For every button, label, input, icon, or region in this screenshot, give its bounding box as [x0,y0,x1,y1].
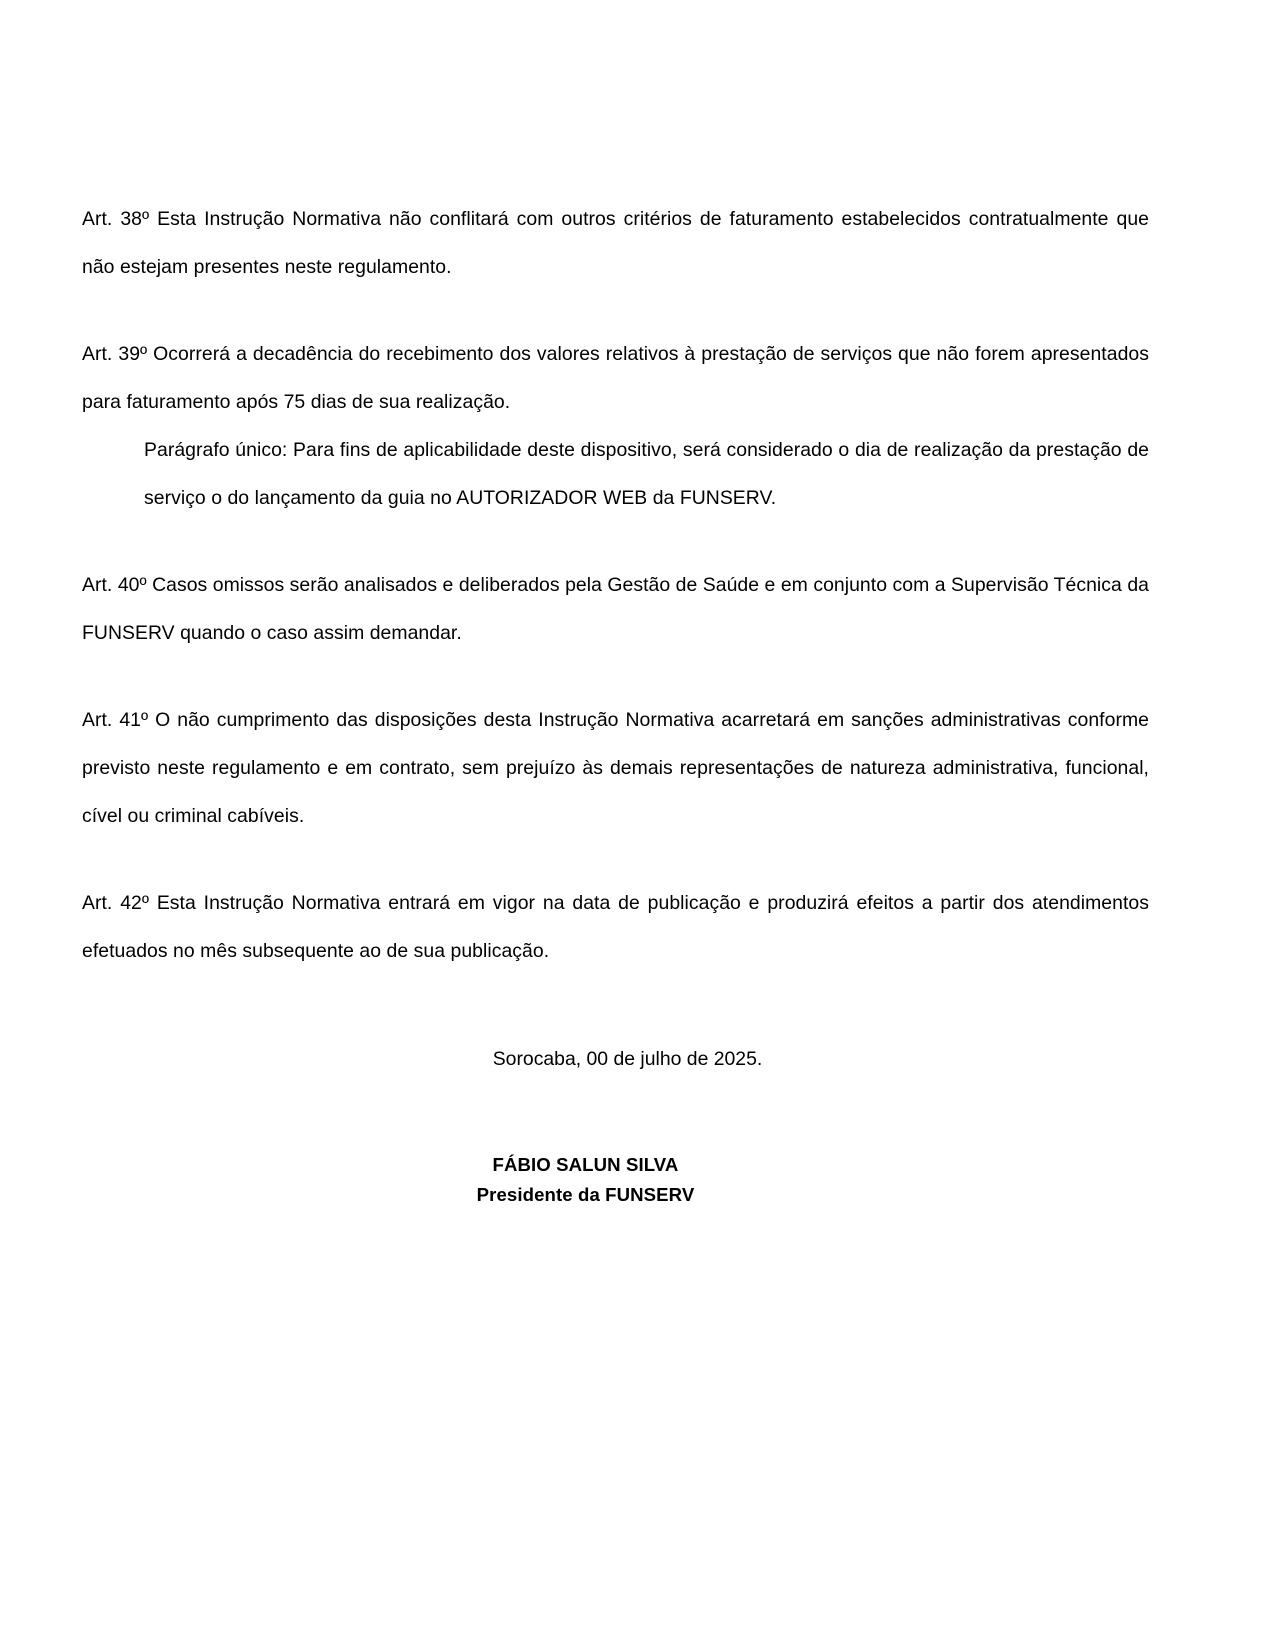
signatory-role: Presidente da FUNSERV [476,1184,695,1205]
signatory-name: FÁBIO SALUN SILVA [492,1154,679,1175]
paragraph-art-42: Art. 42º Esta Instrução Normativa entrará em vigor na data de publicação e produzirá efeitos a partir dos atendimentos efetuados no mês subsequente ao de sua publicação. [82,892,1149,962]
paragraph-art-39-paragrafo-unico: Parágrafo único: Para fins de aplicabilidade deste dispositivo, será considerado o dia de realização da prestação de serviço o do lançamento da guia no AUTORIZADOR WEB da FUNSERV. [144,439,1149,509]
date-line: Sorocaba, 00 de julho de 2025. [492,1048,763,1070]
paragraph-art-41: Art. 41º O não cumprimento das disposições desta Instrução Normativa acarretará em sanções administrativas conforme previsto neste regulamento e em contrato, sem prejuízo às demais representações de natureza administrativa, funcional, cível ou criminal cabíveis. [82,709,1149,827]
paragraph-art-40: Art. 40º Casos omissos serão analisados e deliberados pela Gestão de Saúde e em conjunto com a Supervisão Técnica da FUNSERV quando o caso assim demandar. [82,574,1149,644]
paragraph-art-39: Art. 39º Ocorrerá a decadência do recebimento dos valores relativos à prestação de serviços que não forem apresentados para faturamento após 75 dias de sua realização. [82,343,1149,413]
document-body [82,195,1149,1210]
signature-block [82,1150,1149,1210]
paragraph-art-38: Art. 38º Esta Instrução Normativa não conflitará com outros critérios de faturamento estabelecidos contratualmente que não estejam presentes neste regulamento. [82,208,1149,278]
